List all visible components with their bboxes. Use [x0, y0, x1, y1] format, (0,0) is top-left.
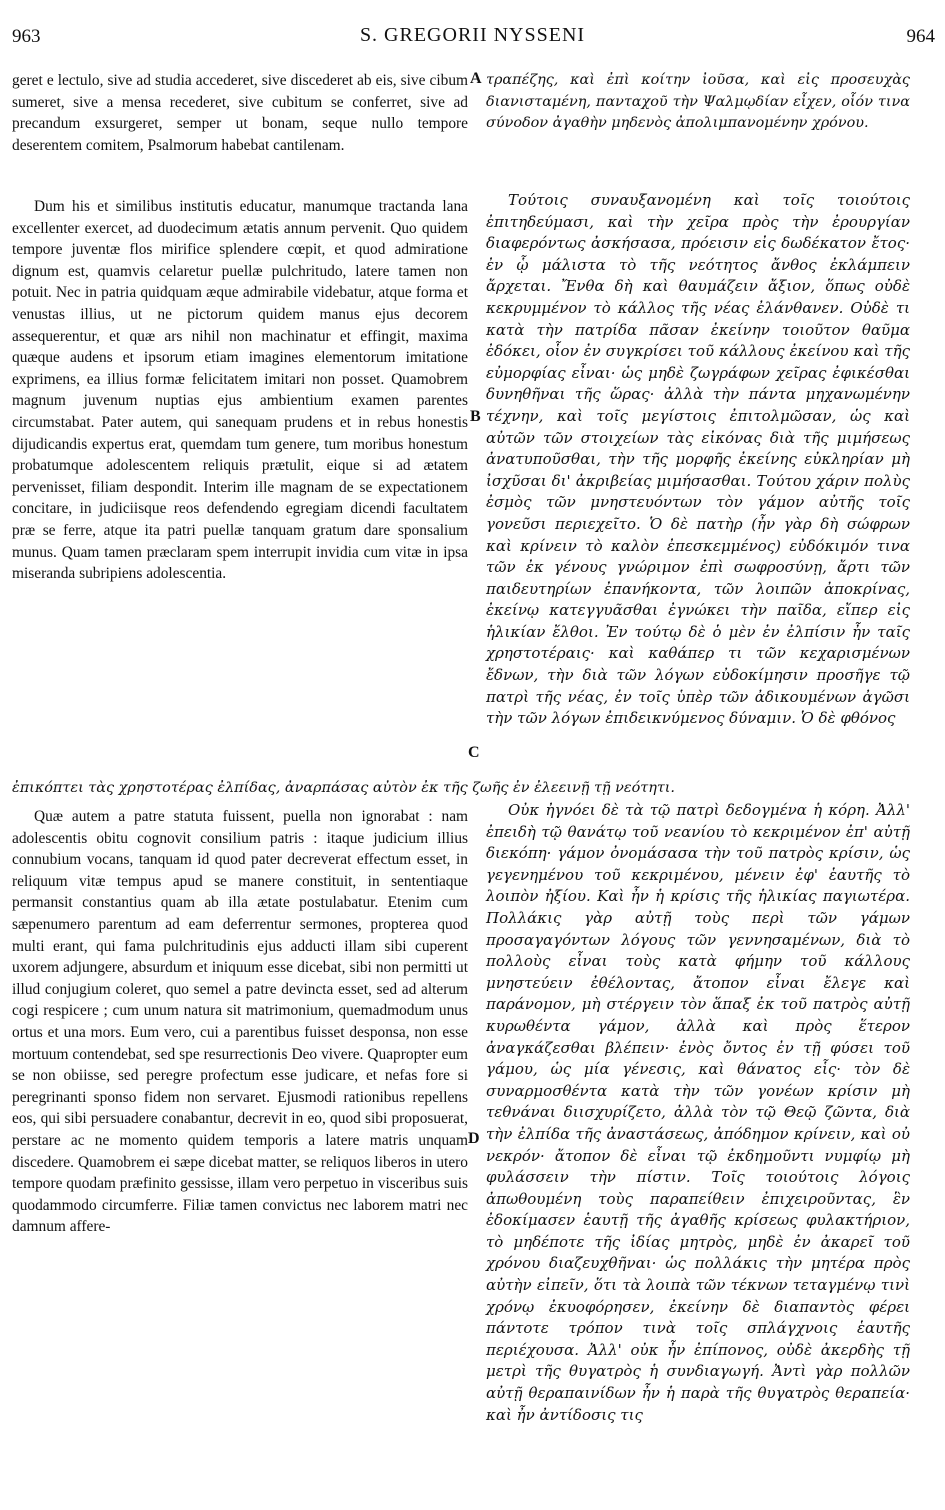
page-header: [0, 22, 945, 52]
latin-text: Quæ autem a patre statuta fuissent, puella non ignorabat : nam adolescentis obitu cognovit consilium patris : itaque judicium illius connubium vocans, tanquam id quod pater decreverat effectum esset, in reliquum vitæ tempus apud se manere constituit, in sententiaque permansit constantius quam ab illa ætate postulabatur. Etenim cum sæpenumero parentum ad eam deferrentur sermones, propterea quod multi erant, qui fama pulchritudinis ejus adducti illam sibi cuperent uxorem adjungere, absurdum et iniquum esse dicebat, sibi non permitti ut illud conjugium coleret, quo semel a patre devincta esset, sed ad alterum cogi respicere ; cum unum natura sit matrimonium, quemadmodum unus ortus et una mors. Eum vero, cui a parentibus fuisset desponsa, non esse mortuum contendebat, sed spe resurrectionis Deo vivere. Quapropter eum se non obiisse, sed peregre profectum esse judicare, et nefas fore si peregrinanti sponso fidem non servaret. Ejusmodi rationibus repellens eos, qui sibi persuadere conabantur, decrevit in eo, quod sibi proposuerat, perstare ac ne momento quidem temporis a latere matris unquam discedere. Quamobrem ei sæpe dicebat matter, se reliquos liberos in utero tempore quodam præfinito gessisse, illam vero perpetuo in visceribus suis quodammodo circumferre. Filiæ tamen convictus nec laborem matri nec damnum affere-: [12, 808, 468, 1236]
page-number-right: 964: [906, 26, 935, 47]
latin-paragraph-1: [12, 70, 468, 156]
greek-text: Οὐκ ἠγνόει δὲ τὰ τῷ πατρὶ δεδογμένα ἡ κόρη. Ἀλλ' ἐπειδὴ τῷ θανάτῳ τοῦ νεανίου τὸ κεκριμένον ἐπ' αὐτῇ διεκόπη· γάμον ὀνομάσασα τὴν τοῦ πατρὸς κρίσιν, ὡς γεγενημένου τοῦ κεκριμένου, μένειν ἐφ' ἑαυτῆς τὸ λοιπὸν ἠξίου. Καὶ ἦν ἡ κρίσις τῆς ἡλικίας παγιωτέρα. Πολλάκις γὰρ αὐτῇ τοὺς περὶ τῶν γάμων προσαγαγόντων λόγους τῶν γεννησαμένων, διὰ τὸ πολλοὺς εἶναι τοὺς κατὰ φήμην τοῦ κάλλους μνηστεύειν ἐθέλοντας, ἄτοπον εἶναι ἔλεγε καὶ παράνομον, μὴ στέργειν τὸν ἅπαξ ἐκ τοῦ πατρὸς αὐτῇ κυρωθέντα γάμον, ἀλλὰ καὶ πρὸς ἕτερον ἀναγκάζεσθαι βλέπειν· ἑνὸς ὄντος ἐν τῇ φύσει τοῦ γάμου, ὡς μία γένεσις, καὶ θάνατος εἷς· τὸν δὲ συναρμοσθέντα κατὰ τὴν τῶν γονέων κρίσιν μὴ τεθνάναι διισχυρίζετο, ἀλλὰ τὸν τῷ Θεῷ ζῶντα, διὰ τὴν ἐλπίδα τῆς ἀναστάσεως, ἀπόδημον κρίνειν, καὶ οὐ νεκρόν· ἄτοπον δὲ εἶναι τῷ ἐκδημοῦντι νυμφίῳ μὴ φυλάσσειν τὴν πίστιν. Τοῖς τοιούτοις λόγοις ἀπωθουμένη τοὺς παραπείθειν ἐπιχειροῦντας, ἓν ἐδοκίμασεν ἑαυτῇ τῆς ἀγαθῆς κρίσεως φυλακτήριον, τὸ μηδέποτε τῆς ἰδίας μητρὸς, μηδὲ ἐν ἀκαρεῖ τοῦ χρόνου διαζευχθῆναι· ὡς πολλάκις τὴν μητέρα πρὸς αὐτὴν εἰπεῖν, ὅτι τὰ λοιπὰ τῶν τέκνων τεταγμένῳ τινὶ χρόνῳ ἐκυοφόρησεν, ἐκείνην δὲ διαπαντὸς φέρει πάντοτε τρόπον τινὰ τοῖς σπλάγχνοις ἑαυτῆς περιέχουσα. Ἀλλ' οὐκ ἦν ἐπίπονος, οὐδὲ ἀκερδὴς τῇ μετρὶ τῆς θυγατρὸς ἡ συνδιαγωγή. Ἀντὶ γὰρ πολλῶν αὐτῇ θεραπαινίδων ἦν ἡ παρὰ τῆς θυγατρὸς θεραπεία· καὶ ἦν ἀντίδοσις τις: [486, 801, 910, 1424]
latin-paragraph-3: [12, 806, 468, 1238]
running-title: S. GREGORII NYSSENI: [359, 24, 586, 46]
greek-paragraph-2: [486, 190, 910, 730]
greek-text: Τούτοις συναυξανομένη καὶ τοῖς τοιούτοις ἐπιτηδεύμασι, καὶ τὴν χεῖρα πρὸς τὴν ἐρουργίαν διαφερόντως ἀσκήσασα, πρόεισιν εἰς δωδέκατον ἔτος· ἐν ᾧ μάλιστα τὸ τῆς νεότητος ἄνθος ἐκλάμπειν ἄρχεται. Ἔνθα δὴ καὶ θαυμάζειν ἄξιον, ὅπως οὐδὲ κεκρυμμένον τὸ κάλλος τῆς νέας ἐλάνθανεν. Οὐδὲ τι κατὰ τὴν πατρίδα πᾶσαν ἐκείνην τοιοῦτον θαῦμα ἐδόκει, οἷον ἐν συγκρίσει τοῦ κάλλους ἐκείνου καὶ τῆς εὐμορφίας εἶναι· ὡς μηδὲ ζωγράφων χεῖρας ἐφικέσθαι δυνηθῆναι τῆς ὥρας· ἀλλὰ τὴν πάντα μηχανωμένην τέχνην, καὶ τοῖς μεγίστοις ἐπιτολμῶσαν, ὡς καὶ αὐτῶν τῶν στοιχείων τὰς εἰκόνας διὰ τῆς μιμήσεως ἀνατυποῦσθαι, τὴν τῆς μορφῆς ἐκείνης εὐκληρίαν μὴ ἰσχῦσαι δι' ἀκριβείας μιμήσασθαι. Τούτου χάριν πολὺς ἐσμὸς τῶν μνηστευόντων τὸν γάμον αὐτῆς τοῖς γονεῦσι περιεχεῖτο. Ὁ δὲ πατὴρ (ἦν γὰρ δὴ σώφρων καὶ κρίνειν τὸ καλὸν ἐπεσκεμμένος) εὐδόκιμόν τινα τῶν ἐκ γένους γνώριμον ἐπὶ σωφροσύνῃ, ἄρτι τῶν παιδευτηρίων ἐπανήκοντα, τῶν λοιπῶν ἀποκρίνας, ἐκείνῳ κατεγγυᾶσθαι ἐγνώκει τὴν παῖδα, εἴπερ εἰς ἡλικίαν ἔλθοι. Ἐν τούτῳ δὲ ὁ μὲν ἐν ἐλπίσιν ἦν ταῖς χρηστοτέραις· καὶ καθάπερ τι τῶν κεχαρισμένων ἔδνων, τὴν διὰ τῶν λόγων εὐδοκίμησιν προσῆγε τῷ πατρὶ τῆς νέας, ἐν τοῖς ὑπὲρ τῶν ἀδικουμένων ἀγῶσι τὴν τῶν λόγων ἐπιδεικνύμενος δύναμιν. Ὁ δὲ φθόνος: [486, 191, 910, 728]
greek-paragraph-3: [486, 800, 910, 1426]
section-marker-a: A: [470, 70, 482, 87]
section-marker-c: C: [468, 744, 480, 761]
latin-text: Dum his et similibus institutis educatur, manumque tractanda lana excellenter exercet, ad duodecimum ætatis annum pervenit. Quo quidem tempore juventæ flos mirifice splendere cœpit, et quod admiratione dignum est, quamvis celaretur puellæ pulchritudo, latere tamen non potuit. Nec in patria quidquam æque admirabile videbatur, atque forma et venustas illius, ut ne pictorum quidem manus ejus decorem assequerentur, et quæ ars nihil non machinatur et effingit, maxima quæque audens et ipsorum etiam imagines elementorum imitatione exprimens, ea illius formæ felicitatem imitari non posset. Quamobrem magnum juvenum nuptias ejus ambientium examen parentes circumstabat. Pater autem, qui sanequam prudens et in rebus honestis dijudicandis expertus erat, quemdam tum genere, tum moribus honestum probatumque adolescentem reliquis prætulit, eique si ad ætatem pervenisset, filiam despondit. Interim ille magnam de se expectationem concitare, in judiciisque reos defendendo egregiam dicendi facultatem præ se ferre, atque ita patri puellæ tanquam gratum dare sponsalium munus. Quam tamen præclaram spem interrupit invidia cum vitæ in ipsa miseranda subripiens adolescentia.: [12, 198, 468, 583]
latin-text: geret e lectulo, sive ad studia accederet, sive discederet ab eis, sive cibum sumeret, sive a mensa recederet, sive cubitum se conferret, sive ad precandum exsurgeret, semper ut bonam, seque nullo tempore deserentem comitem, Psalmorum habebat cantilenam.: [12, 72, 468, 154]
latin-paragraph-2: [12, 196, 468, 585]
page-number-left: 963: [12, 26, 41, 47]
greek-paragraph-1: [486, 70, 910, 135]
section-marker-d: D: [468, 1130, 480, 1147]
greek-text: τραπέζης, καὶ ἐπὶ κοίτην ἰοῦσα, καὶ εἰς προσευχὰς διανισταμένη, πανταχοῦ τὴν Ψαλμῳδίαν εἶχεν, οἷόν τινα σύνοδον ἀγαθὴν μηδενὸς ἀπολιμπανομένην χρόνου.: [486, 72, 910, 132]
section-marker-b: B: [470, 408, 481, 425]
full-width-greek-line: [12, 778, 910, 800]
greek-text: ἐπικόπτει τὰς χρηστοτέρας ἐλπίδας, ἀναρπάσας αὐτὸν ἐκ τῆς ζωῆς ἐν ἐλεεινῇ τῇ νεότητι.: [12, 780, 675, 796]
